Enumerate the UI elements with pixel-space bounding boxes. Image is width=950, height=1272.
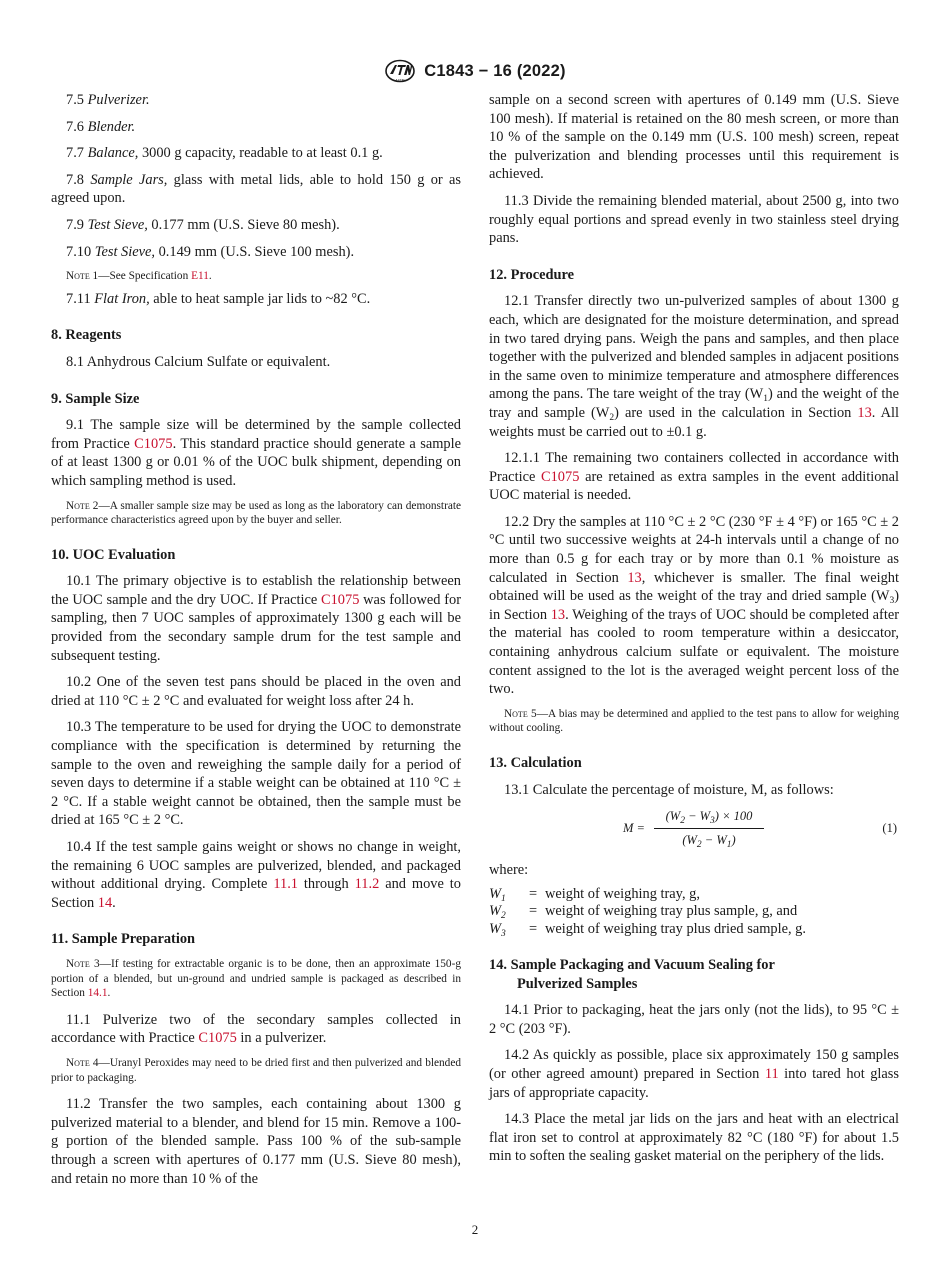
cross-reference-link[interactable]: C1075 [134, 435, 173, 452]
subscript: 3 [501, 928, 506, 939]
text-run: 13. Calculation [489, 755, 582, 771]
section-heading [51, 326, 461, 345]
text-run: 7.5 [66, 92, 88, 108]
text-run: 0.149 mm (U.S. Sieve 100 mesh). [155, 243, 355, 260]
text-run: 1—See Specification [89, 270, 192, 283]
text-run: 10.2 One of the seven test pans should be placed in the oven and dried at 110 °C ± 2 °C and evaluated for weight loss after 24 h. [51, 674, 461, 709]
cross-reference-link[interactable]: 13 [550, 606, 566, 623]
paragraph [51, 144, 461, 163]
text-run: . [112, 894, 116, 911]
definition-text: weight of weighing tray, g, [545, 885, 700, 902]
where-label [489, 861, 899, 880]
text-run: 12. Procedure [489, 266, 574, 283]
text-run: 10.3 The temperature to be used for drying the UOC to demonstrate compliance with the specification is determined by returning the sample to the oven and reweighing the sample daily for a period of seven days to determine if a stable weight can be obtained at 110 °C ± 2 °C. If a stable weight cannot be obtained, then the sample must be dried at 165 °C ± 2 °C. [51, 719, 461, 829]
var: W [669, 809, 681, 824]
equation-fraction [654, 807, 764, 849]
text-run: 7.8 [66, 171, 91, 188]
section-heading [489, 754, 899, 773]
paragraph [51, 1011, 461, 1048]
section-heading [489, 266, 899, 285]
text-run: 7.7 [66, 145, 88, 162]
astm-logo-icon [384, 59, 416, 83]
text-run: glass with metal lids, able to hold 150 g or as agreed upon. [51, 171, 462, 207]
paragraph [489, 192, 899, 248]
section-heading [51, 390, 461, 409]
text-run: 10. UOC Evaluation [51, 546, 176, 563]
paragraph [51, 353, 461, 372]
subscript: 2 [680, 816, 685, 827]
text-run: 11. Sample Preparation [51, 931, 196, 948]
paragraph [51, 118, 461, 137]
document-designation: C1843 − 16 (2022) [424, 61, 566, 80]
section-heading-continued [489, 975, 899, 994]
text-run: 12.2 Dry the samples at 110 °C ± 2 °C (230 °F ± 4 °F) or 165 °C ± 2 °C until two successive weights at 24-h intervals until a change of no more than 0.5 g for each tray or by more than 0.1 % moisture as calculated in Section [489, 513, 899, 586]
paragraph [489, 1110, 899, 1166]
paragraph [51, 243, 461, 262]
text-run: 7.10 [66, 243, 95, 260]
text-run: ) are used in the calculation in Section [614, 404, 858, 421]
paragraph [489, 91, 899, 184]
italic-term: Balance, [87, 145, 139, 162]
equation-lhs: M = [623, 821, 645, 836]
subscript: 1 [763, 394, 769, 405]
text-run: 0.177 mm (U.S. Sieve 80 mesh). [147, 216, 340, 233]
text-run: where: [489, 862, 529, 879]
note [51, 499, 461, 528]
text-run: 14.3 Place the metal jar lids on the jars and heat with an electrical flat iron set to control at approximately 82 °C (180 °F) for about 1.5 min to soften the sealing gasket material on the periphery of the lids. [489, 1111, 899, 1165]
paragraph [51, 572, 461, 665]
note-label: Note [66, 957, 90, 970]
text-run: into tared hot glass jars of appropriate capacity. [489, 1065, 899, 1101]
cross-reference-link[interactable]: E11 [191, 270, 209, 283]
text-run: 12.1 Transfer directly two un-pulverized samples of about 1300 g each, which are designated for the moisture determination, and spread in two tared drying pans. Weigh the pans and samples, and then place together with the pulverized and blended samples in adjacent positions in the same oven to minimize temperature and atmosphere differences among the pans. The tare weight of the tray (W [489, 293, 899, 403]
subscript: 2 [501, 911, 506, 922]
text-run: . [107, 987, 111, 1000]
text-run: 14.1 Prior to packaging, heat the jars only (not the lids), to 95 °C ± 2 °C (203 °F). [489, 1002, 899, 1037]
note [51, 957, 461, 1001]
equation-number: (1) [882, 821, 897, 836]
equation-1 [489, 807, 899, 850]
right-column [489, 91, 899, 1174]
paren: ( [665, 809, 670, 824]
italic-term: Test Sieve, [87, 216, 148, 233]
text-run: 9.1 The sample size will be determined by the sample collected from Practice [51, 417, 461, 452]
text-run: 11.1 Pulverize two of the secondary samples collected in accordance with Practice [51, 1011, 461, 1047]
paragraph [489, 781, 899, 800]
paragraph [51, 718, 461, 830]
section-heading [51, 546, 461, 565]
paren: ) [731, 832, 736, 847]
text-run: 11.2 Transfer the two samples, each containing about 1300 g pulverized material to a blender, and blend for 15 min. Remove a 100-g portion of the blended sample. Pass 100 % of the sub-sample through a screen with apertures of 0.177 mm (U.S. Sieve 80 mesh), and retain no more than 10 % of the [51, 1096, 461, 1187]
italic-term: Pulverizer. [87, 92, 150, 108]
text-run: . This standard practice should generate a sample of at least 1300 g or 0.01 % of the UOC bulk shipment, depending on which sampling method is used. [51, 435, 461, 489]
section-heading [489, 956, 899, 993]
var: W [489, 920, 501, 937]
cross-reference-link[interactable]: 14 [97, 894, 113, 911]
equals-sign: = [528, 885, 538, 902]
paren: ( [682, 832, 687, 847]
paragraph [51, 416, 461, 490]
text-run: 9. Sample Size [51, 390, 140, 407]
var: W [489, 885, 501, 902]
text-run: . [208, 270, 212, 283]
cross-reference-link[interactable]: C1075 [321, 591, 360, 608]
equals-sign: = [528, 920, 538, 937]
text-run: ) and the weight of the tray and sample (W [489, 386, 900, 421]
definition-symbol [489, 886, 521, 903]
definition-symbol [489, 921, 521, 938]
var: W [686, 832, 697, 847]
text-run: 3—If testing for extractable organic is to be done, then an approximate 150-g portion of a blended, but un-ground and undried sample is packaged as described in Section [51, 957, 461, 1000]
subscript: 1 [726, 839, 732, 850]
note-label: Note [66, 270, 90, 283]
operator: − [684, 809, 700, 824]
var: W [716, 832, 727, 847]
var: W [699, 809, 711, 824]
definition-text: weight of weighing tray plus dried sample, g. [545, 920, 806, 937]
subscript: 2 [609, 412, 615, 423]
text-run: 3000 g capacity, readable to at least 0.1 g. [138, 145, 383, 162]
italic-term: Test Sieve, [94, 243, 155, 260]
note-label: Note [504, 707, 528, 720]
text-run: through [298, 876, 355, 893]
cross-reference-link[interactable]: 14.1 [87, 987, 108, 1000]
paragraph [51, 171, 461, 208]
var: W [489, 903, 501, 920]
text-run: 13.1 Calculate the percentage of moisture, M, as follows: [504, 781, 834, 798]
text-run: 7.9 [66, 216, 88, 233]
subscript: 1 [501, 893, 506, 904]
text-run: are retained as extra samples in the event additional UOC material is needed. [489, 468, 899, 504]
equation-numerator [654, 807, 764, 829]
equals-sign: = [528, 903, 538, 920]
text-run: 10.4 If the test sample gains weight or shows no change in weight, the remaining 6 UOC samples are pulverized, blended, and packaged without additional drying. Complete [51, 839, 461, 893]
text-run: sample on a second screen with apertures of 0.149 mm (U.S. Sieve 100 mesh). If material is retained on the 80 mesh screen, or more than 10 % of the sample on the 0.149 mm (U.S. 100 mesh) screen, repeat the pulverization and blending processes until this requirement is achieved. [489, 92, 899, 183]
text-run: 5—A bias may be determined and applied to the test pans to allow for weighing without cooling. [489, 707, 899, 735]
italic-term: Flat Iron, [94, 290, 150, 307]
text-run: and move to Section [51, 876, 461, 911]
note [51, 1056, 461, 1085]
cross-reference-link[interactable]: 11.2 [354, 876, 380, 893]
left-column [51, 91, 461, 1196]
cross-reference-link[interactable]: C1075 [198, 1030, 237, 1047]
text-run: 8.1 Anhydrous Calcium Sulfate or equivalent. [66, 353, 331, 370]
text-run: able to heat sample jar lids to ~82 °C. [149, 290, 371, 307]
paragraph [489, 449, 899, 505]
text-run: ) in Section [489, 588, 899, 623]
definition-row [489, 921, 899, 938]
paragraph [51, 838, 461, 912]
text-run: was followed for sampling, then 7 UOC samples of approximately 1300 g each will be provided from the secondary sample drum for the test sample and subsequent testing. [51, 591, 461, 664]
text-run: 2—A smaller sample size may be used as long as the laboratory can demonstrate performance characteristics agreed upon by the buyer and seller. [51, 499, 461, 527]
paragraph [489, 513, 899, 699]
text-run: 11.3 Divide the remaining blended material, about 2500 g, into two roughly equal portions and spread evenly in two stainless steel drying pans. [489, 192, 899, 247]
definition-symbol [489, 903, 521, 920]
text-run: , whichever is smaller. The final weight obtained will be used as the weight of the tray and dried sample (W [489, 569, 899, 605]
paragraph [489, 1001, 899, 1038]
note [489, 707, 899, 736]
text-run: Pulverized Samples [517, 975, 638, 992]
page-number: 2 [471, 1222, 479, 1237]
document-header [0, 56, 950, 86]
section-heading [51, 930, 461, 949]
text-run: 4—Uranyl Peroxides may need to be dried first and then pulverized and blended prior to packaging. [51, 1056, 461, 1084]
definition-row [489, 903, 899, 920]
paragraph [489, 292, 899, 441]
italic-term: Blender. [87, 118, 136, 135]
text-run: . Weighing of the trays of UOC should be completed after the material has cooled to room temperature within a desiccator, containing anhydrous calcium sulfate or equivalent. The moisture content assigned to the lot is the averaged weight percent loss of the two. [489, 606, 899, 698]
equation-denominator [654, 829, 764, 850]
subscript: 3 [710, 816, 715, 827]
definition-row [489, 886, 899, 903]
text-run: 12.1.1 The remaining two containers collected in accordance with Practice [489, 450, 899, 485]
subscript: 3 [889, 596, 895, 607]
paragraph [51, 91, 461, 110]
text-run: 14.2 As quickly as possible, place six approximately 150 g samples (or other agreed amount) prepared in Section [489, 1047, 899, 1082]
paragraph [51, 216, 461, 235]
subscript: 2 [696, 839, 702, 850]
text-run: 7.6 [66, 118, 88, 135]
cross-reference-link[interactable]: 11.1 [273, 876, 298, 893]
cross-reference-link[interactable]: 11 [764, 1065, 779, 1082]
cross-reference-link[interactable]: 13 [627, 569, 642, 586]
definition-text: weight of weighing tray plus sample, g, and [545, 903, 798, 920]
paren: ) × 100 [714, 809, 753, 824]
text-run: 8. Reagents [51, 327, 122, 344]
paragraph [51, 290, 461, 309]
variable-definitions [489, 886, 899, 938]
text-run: in a pulverizer. [236, 1030, 327, 1047]
paragraph [51, 1095, 461, 1188]
operator: − [701, 832, 717, 847]
paragraph [489, 1046, 899, 1102]
cross-reference-link[interactable]: 13 [857, 404, 872, 421]
note [51, 269, 461, 284]
note-label: Note [66, 1056, 90, 1069]
paragraph [51, 673, 461, 710]
logo-text: ASTM [395, 78, 405, 83]
text-run: 10.1 The primary objective is to establish the relationship between the UOC sample and the dry UOC. If Practice [51, 573, 461, 608]
note-label: Note [66, 499, 90, 512]
text-run: . All weights must be carried out to ±0.1 g. [489, 404, 900, 440]
italic-term: Sample Jars, [90, 171, 168, 188]
text-run: 7.11 [66, 290, 95, 307]
text-run: 14. Sample Packaging and Vacuum Sealing for [489, 957, 775, 973]
cross-reference-link[interactable]: C1075 [541, 468, 580, 485]
